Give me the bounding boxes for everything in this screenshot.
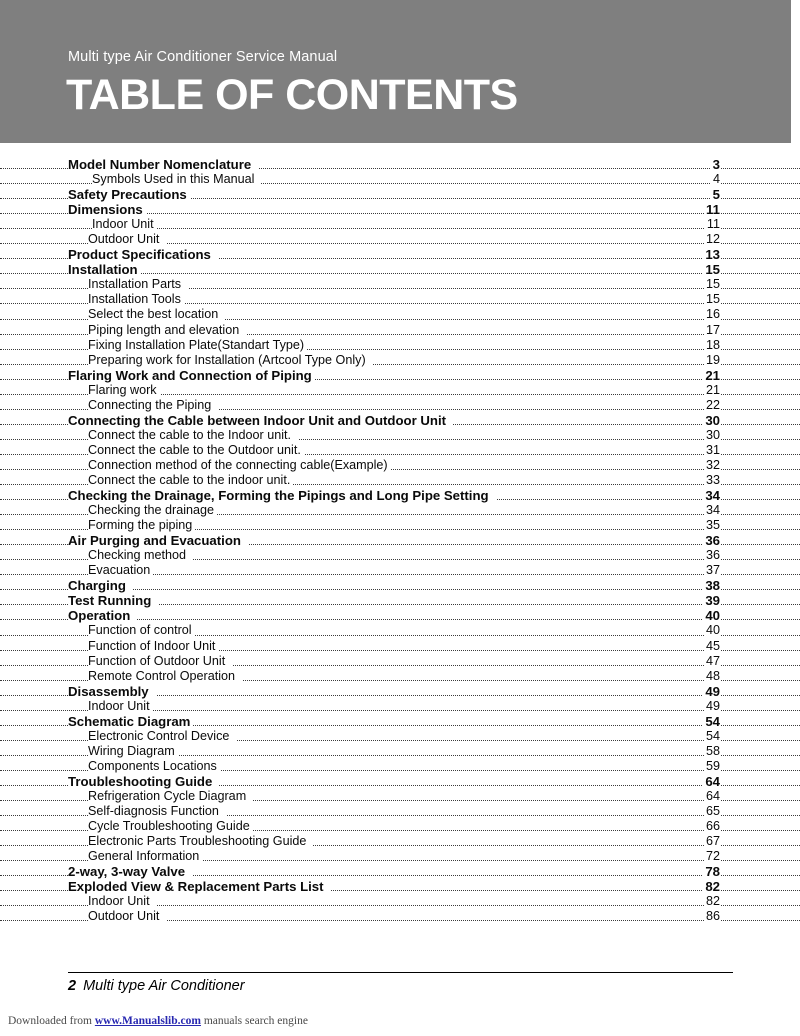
toc-entry-label: Checking method <box>88 548 193 563</box>
toc-entry-page: 4 <box>712 172 720 187</box>
toc-entry-label: Installation Tools <box>88 292 184 307</box>
toc-entry-page: 17 <box>705 322 720 337</box>
toc-entry[interactable] <box>0 774 800 789</box>
toc-entry-page: 18 <box>705 337 720 352</box>
toc-entry-label: Connection method of the connecting cable(Example) <box>88 458 391 473</box>
toc-entry-page: 31 <box>705 442 720 457</box>
toc-entry-page: 30 <box>705 427 720 442</box>
toc-entry-page: 5 <box>712 187 720 203</box>
toc-entry-label: Remote Control Operation <box>88 669 242 684</box>
toc-entry-label: Product Specifications <box>68 247 218 262</box>
toc-entry-label: Charging <box>68 578 133 593</box>
footer-page-number: 2 <box>68 978 77 994</box>
toc-entry-page: 86 <box>705 909 720 924</box>
toc-entry-label: Air Purging and Evacuation <box>68 533 248 548</box>
toc-entry-page: 15 <box>705 292 720 307</box>
toc-entry[interactable] <box>0 623 800 638</box>
toc-entry[interactable] <box>0 458 800 473</box>
toc-entry[interactable] <box>0 368 800 383</box>
toc-entry[interactable] <box>0 428 800 443</box>
toc-entry[interactable] <box>0 398 800 413</box>
toc-entry-page: 78 <box>705 864 720 880</box>
toc-entry[interactable] <box>0 684 800 699</box>
watermark-prefix: Downloaded from <box>8 1015 95 1027</box>
toc-entry[interactable] <box>0 879 800 894</box>
toc-entry[interactable] <box>0 187 800 202</box>
toc-entry-label: Schematic Diagram <box>68 714 193 729</box>
toc-entry-label: Operation <box>68 608 137 623</box>
toc-entry-page: 58 <box>705 743 720 758</box>
toc-entry[interactable] <box>0 383 800 398</box>
toc-entry-label: Exploded View & Replacement Parts List <box>68 879 331 894</box>
toc-entry-label: Installation Parts <box>88 277 188 292</box>
toc-entry-label: Checking the drainage <box>88 503 217 518</box>
toc-entry-page: 30 <box>705 412 720 428</box>
toc-entry[interactable] <box>0 714 800 729</box>
toc-entry-label: General Information <box>88 849 202 864</box>
toc-entry-label: Fixing Installation Plate(Standart Type) <box>88 338 307 353</box>
watermark-bar <box>0 1012 800 1036</box>
toc-entry-label: Safety Precautions <box>68 187 190 202</box>
toc-entry-label: Connect the cable to the Indoor unit. <box>88 428 298 443</box>
toc-entry[interactable] <box>0 413 800 428</box>
toc-entry-page: 72 <box>705 849 720 864</box>
toc-entry-page: 34 <box>705 503 720 518</box>
toc-entry-label: Test Running <box>68 593 158 608</box>
toc-entry[interactable] <box>0 503 800 518</box>
toc-entry[interactable] <box>0 639 800 654</box>
toc-entry[interactable] <box>0 699 800 714</box>
toc-entry[interactable] <box>0 563 800 578</box>
toc-entry-label: Wiring Diagram <box>88 744 178 759</box>
toc-entry-page: 21 <box>705 382 720 397</box>
toc-entry-page: 67 <box>705 834 720 849</box>
toc-entry[interactable] <box>0 172 800 187</box>
toc-entry-page: 21 <box>705 367 720 383</box>
toc-entry-label: Symbols Used in this Manual <box>92 172 261 187</box>
toc-entry-page: 49 <box>705 683 720 699</box>
toc-entry-page: 35 <box>705 518 720 533</box>
toc-entry-page: 38 <box>705 578 720 594</box>
toc-entry-page: 64 <box>705 773 720 789</box>
toc-entry[interactable] <box>0 804 800 819</box>
toc-entry[interactable] <box>0 654 800 669</box>
toc-entry[interactable] <box>0 533 800 548</box>
toc-entry[interactable] <box>0 593 800 608</box>
toc-entry-label: Connecting the Piping <box>88 398 218 413</box>
toc-entry-label: Function of Indoor Unit <box>88 639 218 654</box>
toc-entry-page: 33 <box>705 472 720 487</box>
toc-entry[interactable] <box>0 262 800 277</box>
toc-entry[interactable] <box>0 834 800 849</box>
toc-entry[interactable] <box>0 277 800 292</box>
toc-entry-label: Preparing work for Installation (Artcool Type Only) <box>88 353 373 368</box>
toc-entry-page: 54 <box>705 728 720 743</box>
toc-entry[interactable] <box>0 669 800 684</box>
toc-entry[interactable] <box>0 789 800 804</box>
toc-entry-page: 39 <box>705 593 720 609</box>
toc-entry-page: 40 <box>705 608 720 624</box>
toc-entry-label: Indoor Unit <box>88 894 157 909</box>
toc-entry-page: 45 <box>705 638 720 653</box>
page-header-band <box>0 0 791 143</box>
toc-entry-label: 2-way, 3-way Valve <box>68 864 192 879</box>
toc-entry[interactable] <box>0 819 800 834</box>
footer-divider <box>68 972 733 973</box>
toc-entry-page: 59 <box>705 758 720 773</box>
toc-entry-label: Connect the cable to the indoor unit. <box>88 473 293 488</box>
toc-entry-label: Function of control <box>88 623 195 638</box>
toc-entry-page: 11 <box>706 202 720 218</box>
toc-entry[interactable] <box>0 759 800 774</box>
toc-entry-label: Installation <box>68 262 141 277</box>
manualslib-link[interactable]: www.Manualslib.com <box>94 1015 201 1027</box>
toc-entry-label: Connect the cable to the Outdoor unit. <box>88 443 304 458</box>
toc-entry-page: 15 <box>705 277 720 292</box>
toc-entry[interactable] <box>0 217 800 232</box>
toc-entry[interactable] <box>0 292 800 307</box>
toc-entry-page: 40 <box>705 623 720 638</box>
toc-entry-page: 11 <box>706 217 720 232</box>
toc-entry-label: Evacuation <box>88 563 153 578</box>
toc-entry-page: 34 <box>705 488 720 504</box>
toc-entry-label: Flaring work <box>88 383 160 398</box>
toc-entry[interactable] <box>0 307 800 322</box>
toc-entry-page: 22 <box>705 397 720 412</box>
toc-entry-page: 65 <box>705 804 720 819</box>
toc-entry[interactable] <box>0 202 800 217</box>
footer-title: Multi type Air Conditioner <box>83 978 245 994</box>
toc-entry-label: Forming the piping <box>88 518 195 533</box>
toc-entry-page: 36 <box>705 548 720 563</box>
toc-entry-label: Components Locations <box>88 759 220 774</box>
toc-entry-label: Piping length and elevation <box>88 323 246 338</box>
footer <box>68 978 245 994</box>
toc-entry[interactable] <box>0 744 800 759</box>
toc-entry-page: 66 <box>705 819 720 834</box>
watermark-suffix: manuals search engine <box>200 1015 308 1027</box>
toc-entry-label: Electronic Parts Troubleshooting Guide <box>88 834 313 849</box>
toc-entry[interactable] <box>0 864 800 879</box>
toc-entry-label: Connecting the Cable between Indoor Unit and Outdoor Unit <box>68 413 453 428</box>
toc-entry-page: 13 <box>705 247 720 263</box>
page-title: TABLE OF CONTENTS <box>66 71 518 119</box>
toc-entry[interactable] <box>0 849 800 864</box>
header-subtitle: Multi type Air Conditioner Service Manual <box>68 49 338 65</box>
toc-entry-page: 82 <box>705 879 720 895</box>
toc-entry-label: Outdoor Unit <box>88 232 166 247</box>
toc-entry[interactable] <box>0 443 800 458</box>
toc-entry-page: 12 <box>705 232 720 247</box>
toc-entry[interactable] <box>0 894 800 909</box>
table-of-contents <box>0 157 800 924</box>
toc-entry-label: Self-diagnosis Function <box>88 804 226 819</box>
toc-entry-page: 47 <box>705 653 720 668</box>
toc-entry-label: Function of Outdoor Unit <box>88 654 232 669</box>
toc-entry-label: Electronic Control Device <box>88 729 236 744</box>
toc-entry[interactable] <box>0 157 800 172</box>
toc-entry[interactable] <box>0 909 800 924</box>
toc-entry-label: Dimensions <box>68 202 146 217</box>
toc-entry-page: 37 <box>705 563 720 578</box>
toc-entry[interactable] <box>0 247 800 262</box>
toc-entry-page: 48 <box>705 668 720 683</box>
toc-entry-page: 64 <box>705 788 720 803</box>
toc-entry-page: 16 <box>705 307 720 322</box>
toc-entry[interactable] <box>0 323 800 338</box>
toc-entry-label: Refrigeration Cycle Diagram <box>88 789 253 804</box>
toc-entry-page: 54 <box>705 713 720 729</box>
toc-entry-page: 82 <box>705 894 720 909</box>
toc-entry-label: Checking the Drainage, Forming the Pipings and Long Pipe Setting <box>68 488 496 503</box>
toc-entry-label: Outdoor Unit <box>88 909 166 924</box>
toc-entry[interactable] <box>0 729 800 744</box>
toc-entry[interactable] <box>0 608 800 623</box>
toc-entry[interactable] <box>0 353 800 368</box>
toc-entry[interactable] <box>0 518 800 533</box>
toc-entry-label: Troubleshooting Guide <box>68 774 219 789</box>
toc-entry-page: 15 <box>705 262 720 278</box>
toc-entry[interactable] <box>0 488 800 503</box>
toc-entry-label: Flaring Work and Connection of Piping <box>68 368 315 383</box>
toc-entry[interactable] <box>0 338 800 353</box>
toc-entry-label: Cycle Troubleshooting Guide <box>88 819 253 834</box>
toc-entry-page: 32 <box>705 457 720 472</box>
toc-entry-page: 36 <box>705 533 720 549</box>
toc-entry-page: 49 <box>705 698 720 713</box>
toc-entry-label: Indoor Unit <box>88 699 153 714</box>
toc-entry[interactable] <box>0 232 800 247</box>
toc-entry[interactable] <box>0 548 800 563</box>
toc-entry-page: 3 <box>712 157 720 172</box>
toc-entry-label: Model Number Nomenclature <box>68 157 258 172</box>
toc-entry-page: 19 <box>705 352 720 367</box>
watermark-text <box>8 1015 308 1027</box>
toc-entry[interactable] <box>0 578 800 593</box>
toc-entry[interactable] <box>0 473 800 488</box>
toc-entry-label: Indoor Unit <box>92 217 157 232</box>
toc-entry-label: Select the best location <box>88 307 225 322</box>
toc-entry-label: Disassembly <box>68 684 156 699</box>
